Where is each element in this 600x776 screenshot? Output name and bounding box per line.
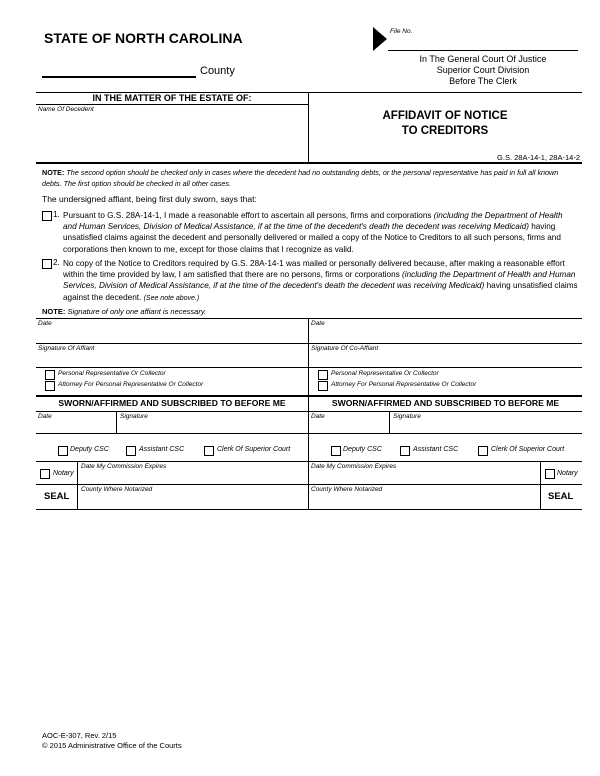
left-assistant-csc-checkbox[interactable] [126, 446, 136, 456]
note-2 [42, 307, 206, 316]
coaffiant-pr-label: Personal Representative Or Collector [331, 370, 439, 377]
notary-right-signature-label: Signature [393, 413, 421, 420]
left-deputy-csc-label: Deputy CSC [70, 446, 109, 453]
file-no-label: File No. [390, 28, 413, 35]
affiant-attorney-checkbox[interactable] [45, 381, 55, 391]
right-notary-checkbox[interactable] [545, 469, 555, 479]
form-title-line-1: AFFIDAVIT OF NOTICE [382, 110, 508, 122]
form-title-line-2: TO CREDITORS [401, 125, 489, 137]
affiant-pr-checkbox[interactable] [45, 370, 55, 380]
option-2-italic: (including the Department of Health and Human Services, Division of Medical Assistance, if at the time of the decedent's death the decedent was receiving Medicaid) [63, 270, 576, 291]
notary-heading-right: SWORN/AFFIRMED AND SUBSCRIBED TO BEFORE ME [331, 398, 560, 408]
option-2-part-1: No copy of the Notice to Creditors required by G.S. 28A-14-1 was mailed or personally delivered because, after making a reasonable effort within the time provided by law, I am satisfied that there are no persons, firms or corporations [63, 259, 565, 280]
coaffiant-signature-label: Signature Of Co-Affiant [311, 345, 379, 352]
state-title: STATE OF NORTH CAROLINA [44, 30, 243, 46]
left-assistant-csc-label: Assistant CSC [139, 446, 185, 453]
decedent-label: Name Of Decedent [38, 106, 94, 113]
notary-right-date-field[interactable] [309, 420, 389, 433]
file-no-line[interactable] [388, 50, 578, 51]
note-2-text: Signature of only one affiant is necessary. [67, 307, 207, 316]
affiant-signature-field[interactable] [36, 353, 308, 367]
notary-left-date-label: Date [38, 413, 52, 420]
note-2-label: NOTE: [42, 307, 66, 316]
file-arrow-icon [373, 27, 387, 51]
option-2-part-2: having unsatisfied claims against the decedent. [63, 281, 578, 302]
option-1-part-1: Pursuant to G.S. 28A-14-1, I made a reasonable effort to ascertain all persons, firms and corporations [63, 211, 434, 220]
left-notary-checkbox[interactable] [40, 469, 50, 479]
affiant-date-field[interactable] [36, 328, 308, 342]
coaffiant-pr-checkbox[interactable] [318, 370, 328, 380]
left-deputy-csc-checkbox[interactable] [58, 446, 68, 456]
left-clerk-label: Clerk Of Superior Court [217, 446, 291, 453]
notary-right-signature-field[interactable] [390, 420, 582, 433]
note-1-label: NOTE: [42, 168, 65, 177]
option-2-text [63, 258, 578, 304]
right-deputy-csc-label: Deputy CSC [343, 446, 382, 453]
right-county-notarized-field[interactable] [309, 494, 540, 509]
option-1-part-2: having unsatisfied claims against the decedent and personally delivered or mailed a copy of the Notice to Creditors to all such persons, firms and corporations then known to me, except for those claims that I recognize as valid. [63, 222, 561, 254]
right-assistant-csc-checkbox[interactable] [400, 446, 410, 456]
right-assistant-csc-label: Assistant CSC [413, 446, 459, 453]
right-clerk-label: Clerk Of Superior Court [491, 446, 565, 453]
right-clerk-checkbox[interactable] [478, 446, 488, 456]
notary-left-signature-field[interactable] [117, 420, 308, 433]
coaffiant-date-label: Date [311, 320, 325, 327]
matter-heading: IN THE MATTER OF THE ESTATE OF: [92, 93, 252, 103]
affiant-signature-label: Signature Of Affiant [38, 345, 95, 352]
notary-left-date-field[interactable] [36, 420, 116, 433]
decedent-name-field[interactable] [36, 114, 308, 162]
right-county-notarized-label: County Where Notarized [311, 486, 383, 493]
option-2-checkbox[interactable] [42, 259, 52, 269]
coaffiant-signature-field[interactable] [309, 353, 582, 367]
right-commission-label: Date My Commission Expires [311, 463, 397, 470]
right-commission-field[interactable] [309, 470, 540, 484]
option-1-italic: (including the Department of Health and Human Services, Division of Medical Assistance, if at the time of the decedent's death the decedent was receiving Medicaid) [63, 211, 563, 232]
notary-left-signature-label: Signature [120, 413, 148, 420]
affiant-pr-label: Personal Representative Or Collector [58, 370, 166, 377]
left-notary-label: Notary [53, 470, 74, 477]
affiant-attorney-label: Attorney For Personal Representative Or Collector [58, 381, 204, 388]
form-title [308, 109, 582, 139]
right-notary-label: Notary [557, 470, 578, 477]
option-2-number: 2. [53, 258, 60, 267]
court-info [388, 54, 578, 87]
right-seal-label: SEAL [548, 491, 574, 502]
coaffiant-attorney-label: Attorney For Personal Representative Or Collector [331, 381, 477, 388]
option-2-see-note: (See note above.) [143, 294, 200, 302]
notary-heading-left: SWORN/AFFIRMED AND SUBSCRIBED TO BEFORE ME [58, 398, 286, 408]
statute-ref: G.S. 28A-14-1, 28A-14-2 [497, 153, 580, 162]
coaffiant-attorney-checkbox[interactable] [318, 381, 328, 391]
right-deputy-csc-checkbox[interactable] [331, 446, 341, 456]
copyright: © 2015 Administrative Office of the Courts [42, 741, 182, 750]
notary-right-date-label: Date [311, 413, 325, 420]
left-county-notarized-field[interactable] [78, 494, 308, 509]
court-line-2: Superior Court Division [436, 65, 530, 75]
form-id: AOC-E-307, Rev. 2/15 [42, 731, 117, 740]
note-1-text: The second option should be checked only in cases where the decedent had no outstanding debts, or the personal representative has paid in full all known debts. The first option should be checked in all other cases. [42, 168, 559, 188]
county-label: County [200, 65, 235, 77]
left-clerk-checkbox[interactable] [204, 446, 214, 456]
option-1-number: 1. [53, 210, 60, 219]
left-county-notarized-label: County Where Notarized [81, 486, 153, 493]
option-1-text [63, 210, 578, 255]
court-line-1: In The General Court Of Justice [419, 54, 547, 64]
court-line-3: Before The Clerk [449, 76, 517, 86]
option-1-checkbox[interactable] [42, 211, 52, 221]
left-commission-field[interactable] [78, 470, 308, 484]
note-1 [42, 168, 578, 189]
left-commission-label: Date My Commission Expires [81, 463, 167, 470]
sworn-intro: The undersigned affiant, being first duly sworn, says that: [42, 194, 257, 204]
county-line[interactable] [42, 76, 196, 78]
affiant-date-label: Date [38, 320, 52, 327]
coaffiant-date-field[interactable] [309, 328, 582, 342]
left-seal-label: SEAL [44, 491, 70, 502]
